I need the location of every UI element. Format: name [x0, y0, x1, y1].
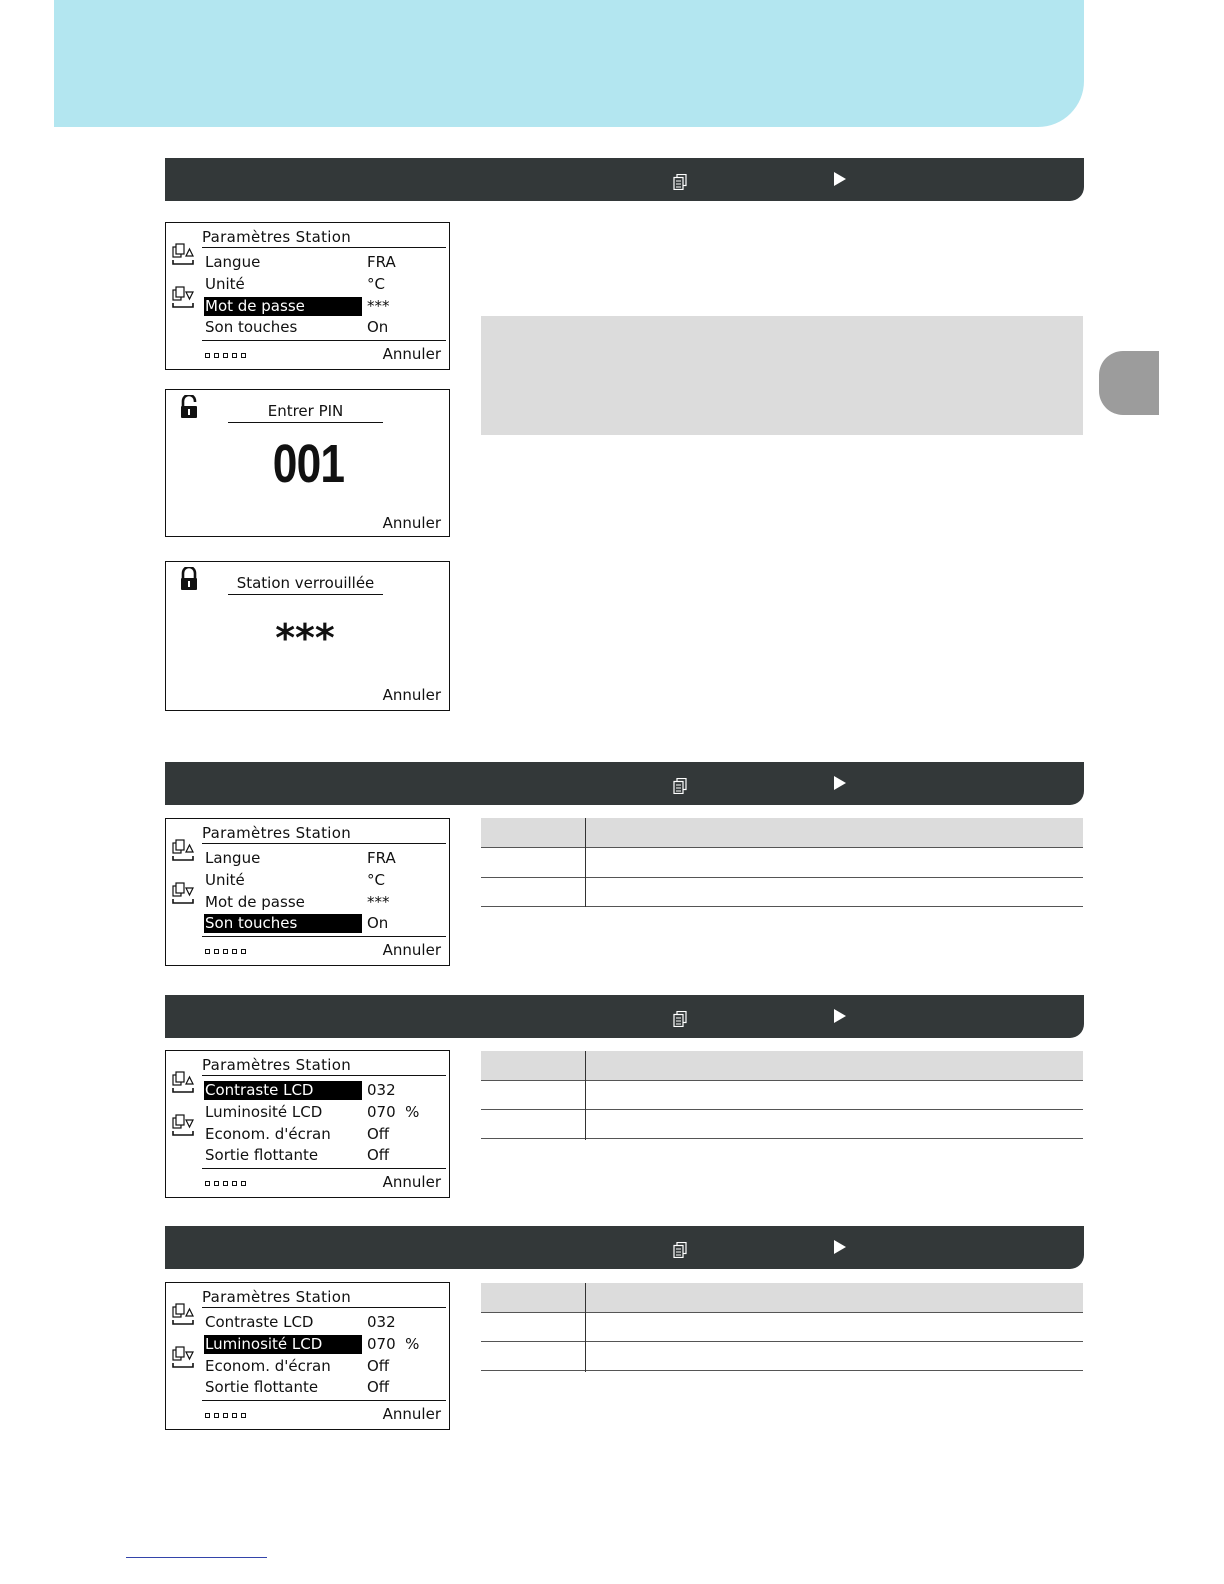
menu-row-label: Sortie flottante [205, 1378, 319, 1396]
lcd-screen-contrast [165, 1050, 450, 1198]
table-header [481, 1283, 1083, 1312]
table-row-divider [481, 1080, 1083, 1081]
table-row-divider [481, 847, 1083, 848]
menu-row-language[interactable] [204, 849, 444, 868]
menu-row-unit[interactable] [204, 275, 444, 294]
menu-row-value: On [367, 914, 389, 932]
menu-row-lcd-brightness[interactable] [204, 1103, 444, 1122]
options-table-contrast [481, 1051, 1083, 1140]
lcd-screen-brightness [165, 1282, 450, 1430]
menu-row-label: Unité [205, 871, 245, 889]
note-box [481, 316, 1083, 435]
page-indicator [205, 1413, 246, 1418]
play-arrow-icon [834, 172, 846, 186]
table-row-divider [481, 1109, 1083, 1110]
menu-row-value: *** [367, 297, 390, 315]
table-header [481, 1051, 1083, 1080]
menu-row-value: 070 % [367, 1103, 420, 1121]
options-table-brightness [481, 1283, 1083, 1372]
table-row-divider [481, 1370, 1083, 1371]
menu-row-screen-saver[interactable] [204, 1125, 444, 1144]
section-bar-brightness [165, 1226, 1084, 1269]
cancel-button[interactable]: Annuler [382, 345, 441, 363]
menu-row-floating-output[interactable] [204, 1378, 444, 1397]
lcd-screen-locked [165, 561, 450, 711]
menu-row-label: Langue [205, 849, 261, 867]
menu-row-label: Econom. d'écran [205, 1357, 331, 1375]
menu-pages-icon [673, 1242, 687, 1258]
divider [202, 1168, 446, 1169]
cancel-button[interactable]: Annuler [382, 1405, 441, 1423]
menu-row-label: Luminosité LCD [204, 1335, 362, 1354]
menu-row-value: Off [367, 1357, 390, 1375]
lcd-title: Paramètres Station [202, 823, 446, 844]
scroll-up-icon[interactable] [171, 1071, 195, 1097]
lcd-screen-password [165, 222, 450, 370]
lcd-title: Paramètres Station [202, 1287, 446, 1308]
menu-row-value: °C [367, 871, 385, 889]
section-bar-contrast [165, 995, 1084, 1038]
scroll-down-icon[interactable] [171, 1346, 195, 1372]
menu-row-password-selected[interactable] [204, 297, 444, 316]
scroll-down-icon[interactable] [171, 286, 195, 312]
table-column-divider [585, 1051, 586, 1140]
menu-row-key-sound[interactable] [204, 318, 444, 337]
menu-row-password[interactable] [204, 893, 444, 912]
pin-prompt-title: Entrer PIN [228, 400, 383, 423]
menu-row-label: Contraste LCD [204, 1081, 362, 1100]
options-table-key-sound [481, 818, 1083, 907]
table-header [481, 818, 1083, 847]
menu-row-label: Son touches [204, 914, 362, 933]
scroll-up-icon[interactable] [171, 839, 195, 865]
menu-row-label: Sortie flottante [205, 1146, 319, 1164]
table-column-divider [585, 1283, 586, 1372]
menu-pages-icon [673, 1011, 687, 1027]
table-row-divider [481, 1341, 1083, 1342]
table-row-divider [481, 877, 1083, 878]
menu-row-lcd-brightness-selected[interactable] [204, 1335, 444, 1354]
cancel-button[interactable]: Annuler [382, 941, 441, 959]
page-header-band [54, 0, 1084, 127]
menu-row-language[interactable] [204, 253, 444, 272]
menu-row-value: Off [367, 1125, 390, 1143]
section-bar-key-sound [165, 762, 1084, 805]
divider [202, 1400, 446, 1401]
play-arrow-icon [834, 1240, 846, 1254]
page-indicator [205, 1181, 246, 1186]
menu-row-label: Luminosité LCD [205, 1103, 323, 1121]
menu-row-lcd-contrast[interactable] [204, 1313, 444, 1332]
table-column-divider [585, 818, 586, 907]
menu-row-value: Off [367, 1146, 390, 1164]
menu-row-value: 032 [367, 1313, 396, 1331]
table-row-divider [481, 906, 1083, 907]
menu-row-label: Unité [205, 275, 245, 293]
menu-pages-icon [673, 174, 687, 190]
menu-row-value: Off [367, 1378, 390, 1396]
lcd-screen-pin [165, 389, 450, 537]
menu-row-value: *** [367, 893, 390, 911]
locked-title: Station verrouillée [228, 572, 383, 595]
pin-value[interactable]: 001 [272, 434, 345, 494]
menu-row-lcd-contrast-selected[interactable] [204, 1081, 444, 1100]
menu-row-label: Econom. d'écran [205, 1125, 331, 1143]
cancel-button[interactable]: Annuler [382, 514, 441, 532]
menu-row-value: 032 [367, 1081, 396, 1099]
scroll-up-icon[interactable] [171, 1303, 195, 1329]
page-indicator [205, 949, 246, 954]
chapter-side-tab [1099, 351, 1159, 415]
section-bar-password [165, 158, 1084, 201]
page-indicator [205, 353, 246, 358]
divider [202, 340, 446, 341]
scroll-down-icon[interactable] [171, 1114, 195, 1140]
play-arrow-icon [834, 776, 846, 790]
cancel-button[interactable]: Annuler [382, 1173, 441, 1191]
scroll-up-icon[interactable] [171, 243, 195, 269]
table-row-divider [481, 1138, 1083, 1139]
menu-row-screen-saver[interactable] [204, 1357, 444, 1376]
menu-row-label: Mot de passe [205, 893, 305, 911]
table-row-divider [481, 1312, 1083, 1313]
locked-pin-mask: *** [275, 616, 335, 660]
divider [202, 936, 446, 937]
menu-row-unit[interactable] [204, 871, 444, 890]
menu-row-label: Son touches [205, 318, 298, 336]
menu-row-key-sound-selected[interactable] [204, 914, 444, 933]
lcd-title: Paramètres Station [202, 1055, 446, 1076]
unlocked-padlock-icon [179, 395, 199, 419]
lcd-screen-key-sound [165, 818, 450, 966]
menu-row-value: 070 % [367, 1335, 420, 1353]
lcd-title: Paramètres Station [202, 227, 446, 248]
play-arrow-icon [834, 1009, 846, 1023]
locked-padlock-icon [179, 567, 199, 591]
menu-row-label: Contraste LCD [205, 1313, 314, 1331]
menu-row-value: On [367, 318, 389, 336]
menu-row-value: °C [367, 275, 385, 293]
menu-row-value: FRA [367, 849, 396, 867]
footer-link-underline [126, 1557, 267, 1558]
menu-row-floating-output[interactable] [204, 1146, 444, 1165]
menu-row-label: Mot de passe [204, 297, 362, 316]
menu-pages-icon [673, 778, 687, 794]
cancel-button[interactable]: Annuler [382, 686, 441, 704]
menu-row-label: Langue [205, 253, 261, 271]
scroll-down-icon[interactable] [171, 882, 195, 908]
menu-row-value: FRA [367, 253, 396, 271]
